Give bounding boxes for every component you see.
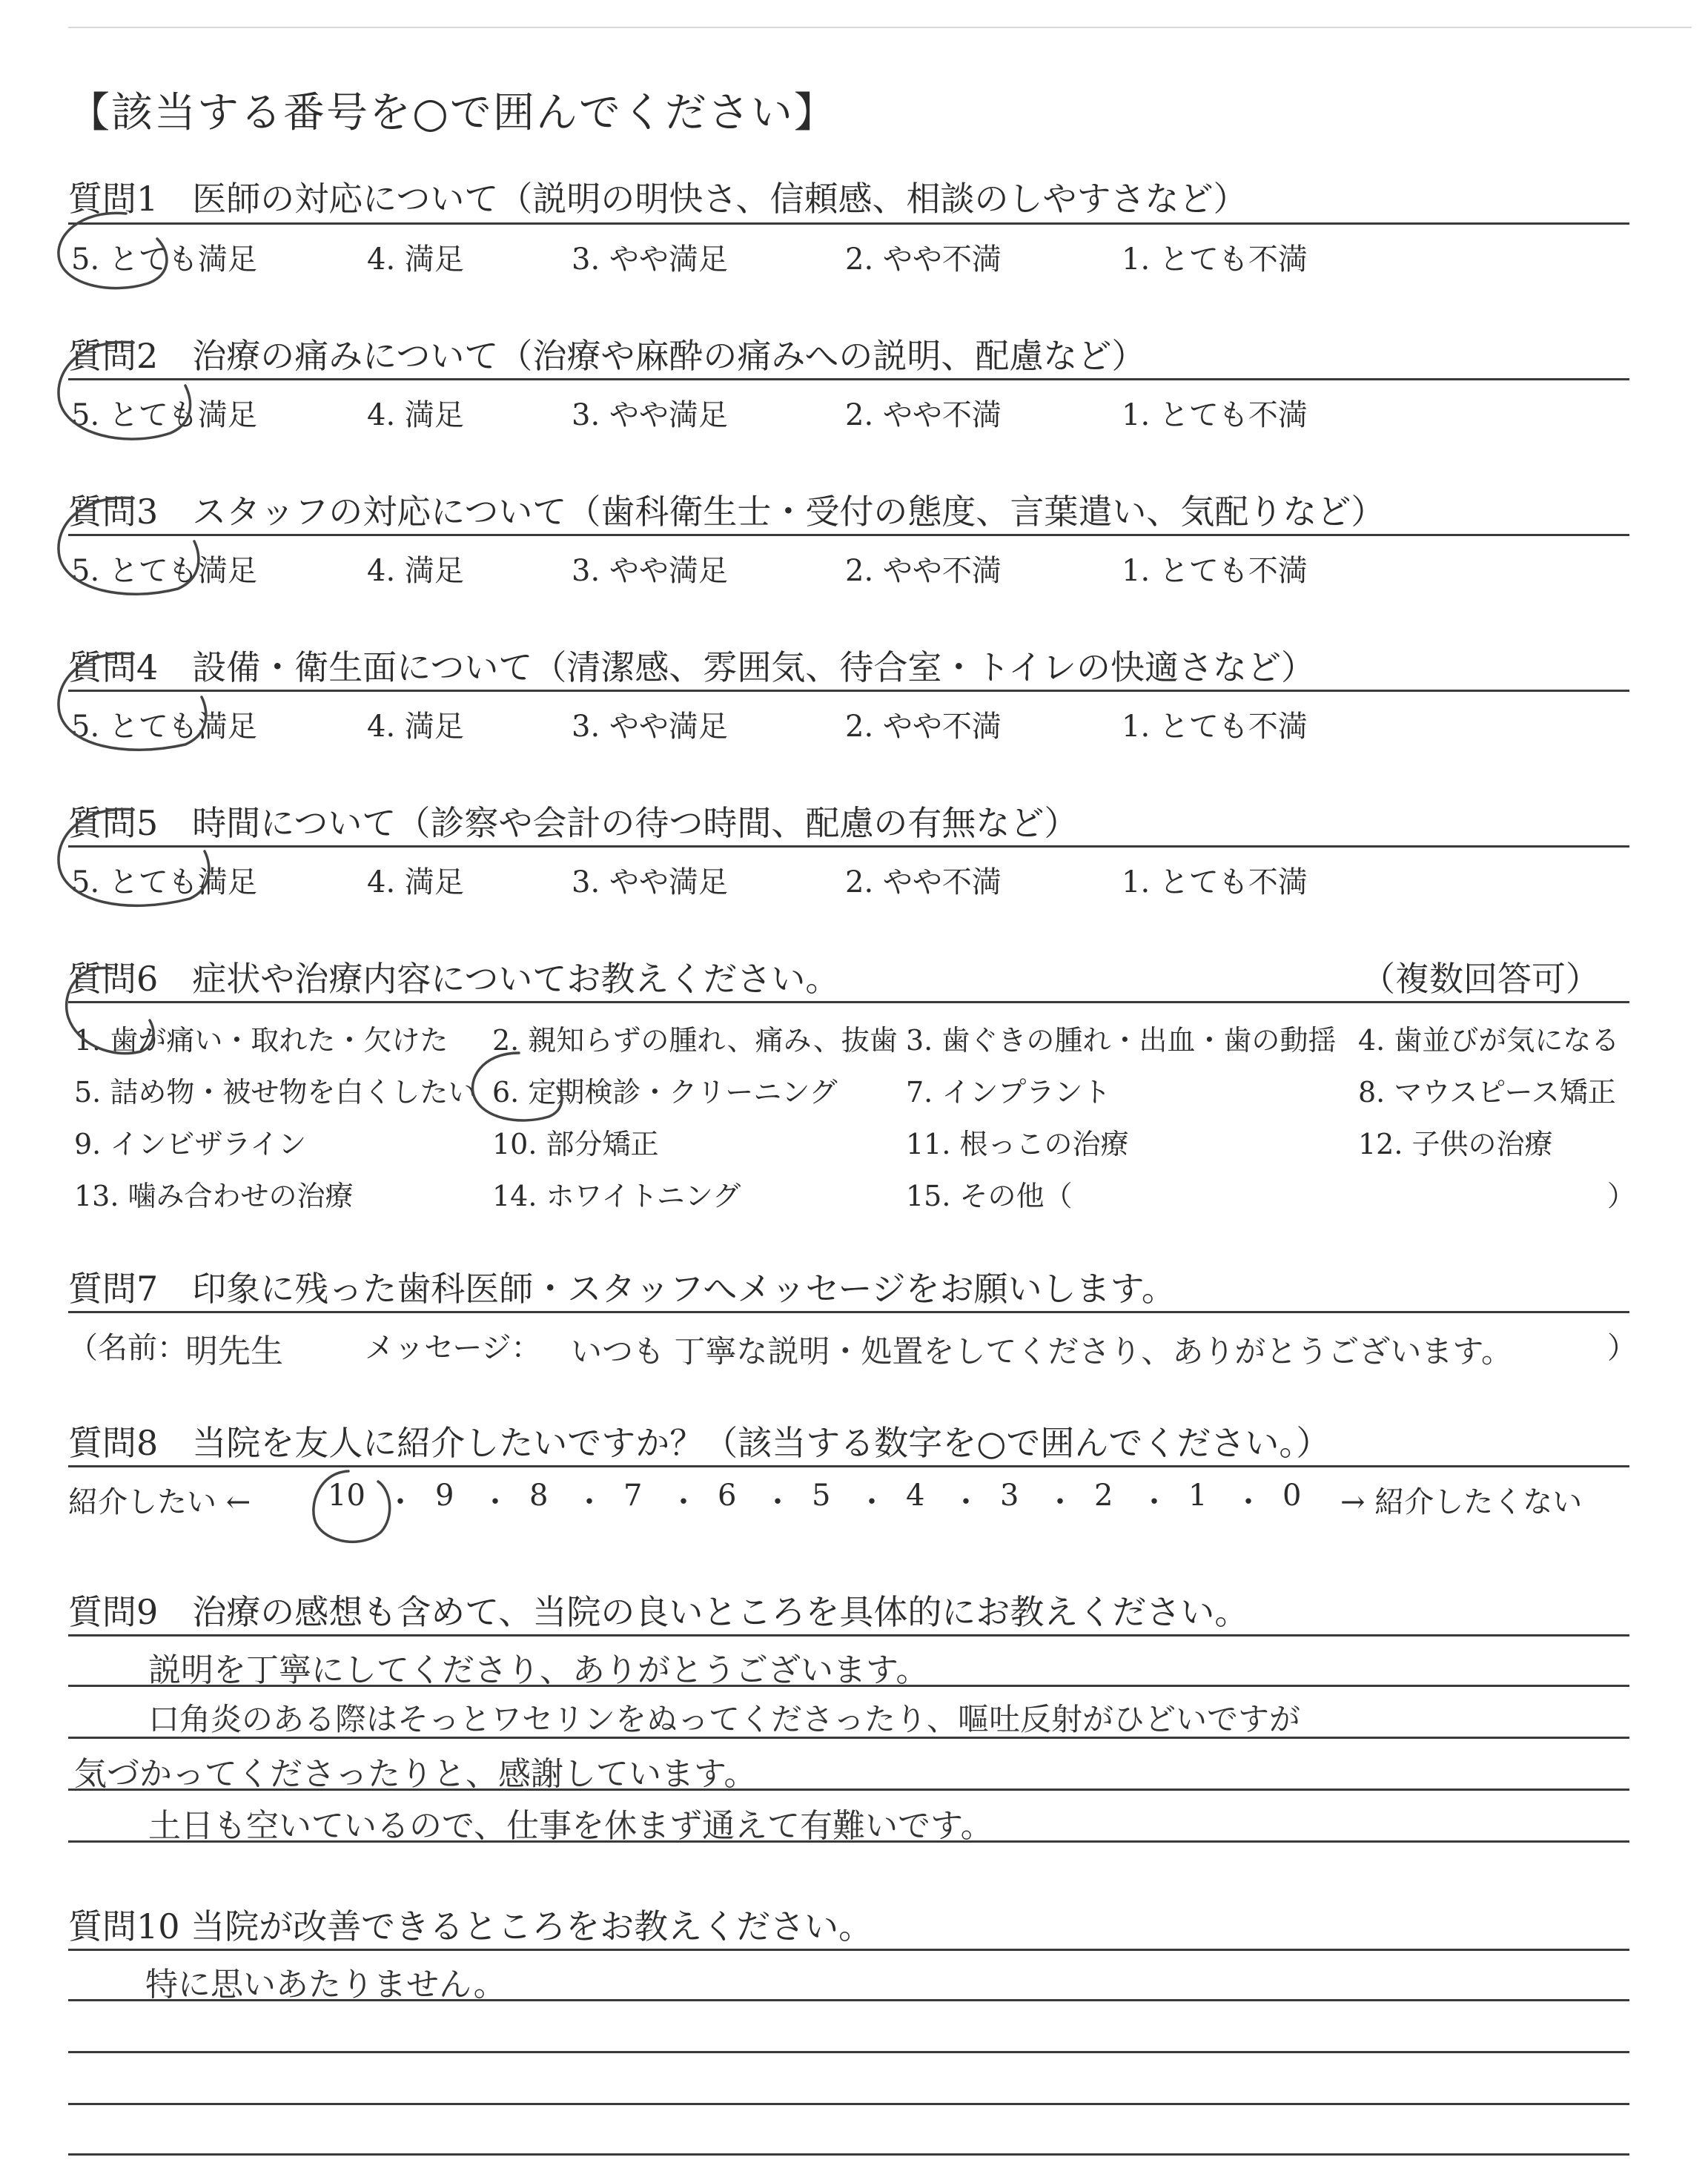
q2-option-3[interactable]: 3. やや満足: [572, 398, 728, 432]
q3-option-1[interactable]: 1. とても不満: [1122, 554, 1308, 588]
page-title: 【該当する番号を○で囲んでください】: [68, 89, 837, 137]
q7-rule: [68, 1311, 1629, 1313]
q1-rule: [68, 222, 1629, 225]
q6-option-4[interactable]: 4. 歯並びが気になる: [1358, 1024, 1620, 1057]
q8-separator: ・: [669, 1485, 698, 1519]
q6-rule: [68, 1001, 1629, 1003]
q2-option-1[interactable]: 1. とても不満: [1122, 398, 1308, 432]
q1-option-4[interactable]: 4. 満足: [367, 242, 464, 277]
q8-score-1[interactable]: 1: [1188, 1479, 1208, 1513]
q8-score-6[interactable]: 6: [718, 1479, 737, 1513]
q8-separator: ・: [1234, 1485, 1263, 1519]
q8-separator: ・: [951, 1485, 981, 1519]
q6-option-9[interactable]: 9. インビザライン: [74, 1128, 307, 1160]
q6-other-close: ）: [1607, 1180, 1636, 1212]
q6-option-12[interactable]: 12. 子供の治療: [1358, 1128, 1553, 1160]
q8-score-7[interactable]: 7: [623, 1479, 643, 1513]
q2-option-4[interactable]: 4. 満足: [367, 398, 464, 432]
q8-left-label: 紹介したい ←: [68, 1485, 251, 1519]
q4-option-1[interactable]: 1. とても不満: [1122, 710, 1308, 744]
q7-name-label: （名前：: [68, 1331, 187, 1365]
q10-rule: [68, 1949, 1629, 1951]
q8-score-8[interactable]: 8: [529, 1479, 549, 1513]
q4-option-4[interactable]: 4. 満足: [367, 710, 464, 744]
q6-option-1[interactable]: 1. 歯が痛い・取れた・欠けた: [74, 1024, 448, 1057]
q4-option-5[interactable]: 5. とても満足: [71, 710, 257, 744]
q2-option-2[interactable]: 2. やや不満: [845, 398, 1002, 432]
q8-separator: ・: [857, 1485, 887, 1519]
q5-title: 質問5 時間について（診察や会計の待つ時間、配慮の有無など）: [68, 803, 1079, 843]
q10-answer-rule: [68, 2103, 1629, 2105]
q5-option-5[interactable]: 5. とても満足: [71, 865, 257, 899]
q8-separator: ・: [575, 1485, 604, 1519]
q9-title: 質問9 治療の感想も含めて、当院の良いところを具体的にお教えください。: [68, 1592, 1249, 1632]
q5-option-1[interactable]: 1. とても不満: [1122, 865, 1308, 899]
q8-separator: ・: [1045, 1485, 1075, 1519]
q4-title: 質問4 設備・衛生面について（清潔感、雰囲気、待合室・トイレの快適さなど）: [68, 647, 1316, 687]
q10-answer-rule: [68, 2153, 1629, 2156]
q7-message-value[interactable]: いつも 丁寧な説明・処置をしてくださり、ありがとうございます。: [571, 1333, 1512, 1370]
q5-option-2[interactable]: 2. やや不満: [845, 865, 1002, 899]
q7-title: 質問7 印象に残った歯科医師・スタッフへメッセージをお願いします。: [68, 1269, 1176, 1309]
q3-title: 質問3 スタッフの対応について（歯科衛生士・受付の態度、言葉遣い、気配りなど）: [68, 492, 1386, 532]
q2-title: 質問2 治療の痛みについて（治療や麻酔の痛みへの説明、配慮など）: [68, 336, 1146, 376]
q8-right-label: → 紹介したくない: [1340, 1485, 1583, 1519]
q10-answer-rule: [68, 2051, 1629, 2053]
q6-option-14[interactable]: 14. ホワイトニング: [492, 1180, 741, 1212]
q1-title: 質問1 医師の対応について（説明の明快さ、信頼感、相談のしやすさなど）: [68, 179, 1248, 219]
q10-answer-line[interactable]: 特に思いあたりません。: [145, 1966, 506, 2004]
q8-separator: ・: [763, 1485, 792, 1519]
q9-answer-line[interactable]: 説明を丁寧にしてくださり、ありがとうございます。: [148, 1651, 929, 1689]
q3-option-4[interactable]: 4. 満足: [367, 554, 464, 588]
q8-rule: [68, 1465, 1629, 1467]
q7-close: ）: [1607, 1331, 1637, 1365]
q1-option-2[interactable]: 2. やや不満: [845, 242, 1002, 277]
top-border: [68, 27, 1692, 28]
q8-score-3[interactable]: 3: [1000, 1479, 1019, 1513]
q8-score-4[interactable]: 4: [906, 1479, 925, 1513]
q9-rule: [68, 1634, 1629, 1636]
q4-rule: [68, 690, 1629, 692]
q6-option-2[interactable]: 2. 親知らずの腫れ、痛み、抜歯: [492, 1024, 898, 1057]
q7-name-value[interactable]: 明先生: [185, 1332, 283, 1370]
q8-score-9[interactable]: 9: [435, 1479, 454, 1513]
q5-option-4[interactable]: 4. 満足: [367, 865, 464, 899]
q6-option-13[interactable]: 13. 噛み合わせの治療: [74, 1180, 354, 1212]
q6-option-10[interactable]: 10. 部分矯正: [492, 1128, 659, 1160]
q1-option-5[interactable]: 5. とても満足: [71, 242, 257, 277]
q4-option-2[interactable]: 2. やや不満: [845, 710, 1002, 744]
q9-answer-line[interactable]: 口角炎のある際はそっとワセリンをぬってくださったり、嘔吐反射がひどいですが: [148, 1701, 1301, 1737]
q8-score-10[interactable]: 10: [328, 1479, 365, 1513]
q6-option-15[interactable]: 15. その他（: [906, 1180, 1073, 1212]
q7-message-label: メッセージ：: [365, 1331, 541, 1365]
q8-title: 質問8 当院を友人に紹介したいですか？（該当する数字を○で囲んでください。）: [68, 1423, 1331, 1463]
q9-answer-line[interactable]: 土日も空いているので、仕事を休まず通えて有難いです。: [148, 1807, 993, 1845]
q3-option-3[interactable]: 3. やや満足: [572, 554, 728, 588]
q6-option-5[interactable]: 5. 詰め物・被せ物を白くしたい: [74, 1076, 477, 1109]
q5-rule: [68, 845, 1629, 848]
q6-option-3[interactable]: 3. 歯ぐきの腫れ・出血・歯の動揺: [906, 1024, 1337, 1057]
q8-score-2[interactable]: 2: [1094, 1479, 1113, 1513]
q3-rule: [68, 534, 1629, 536]
q5-option-3[interactable]: 3. やや満足: [572, 865, 728, 899]
q6-option-8[interactable]: 8. マウスピース矯正: [1358, 1076, 1616, 1109]
q8-separator: ・: [480, 1485, 510, 1519]
q4-option-3[interactable]: 3. やや満足: [572, 710, 728, 744]
q6-note: （複数回答可）: [1361, 959, 1600, 999]
q1-option-3[interactable]: 3. やや満足: [572, 242, 728, 277]
q6-option-6[interactable]: 6. 定期検診・クリーニング: [492, 1076, 838, 1109]
q3-option-2[interactable]: 2. やや不満: [845, 554, 1002, 588]
q8-separator: ・: [1139, 1485, 1169, 1519]
q3-option-5[interactable]: 5. とても満足: [71, 554, 257, 588]
q8-separator: ・: [385, 1485, 415, 1519]
q8-score-0[interactable]: 0: [1282, 1479, 1302, 1513]
q2-rule: [68, 378, 1629, 380]
q2-option-5[interactable]: 5. とても満足: [71, 398, 257, 432]
q8-score-5[interactable]: 5: [812, 1479, 831, 1513]
q10-title: 質問10 当院が改善できるところをお教えください。: [68, 1906, 873, 1946]
q6-option-7[interactable]: 7. インプラント: [906, 1076, 1111, 1109]
q9-answer-line[interactable]: 気づかってくださったりと、感謝しています。: [74, 1755, 757, 1793]
q1-option-1[interactable]: 1. とても不満: [1122, 242, 1308, 277]
q6-option-11[interactable]: 11. 根っこの治療: [906, 1128, 1129, 1160]
q6-title: 質問6 症状や治療内容についてお教えください。: [68, 959, 840, 999]
